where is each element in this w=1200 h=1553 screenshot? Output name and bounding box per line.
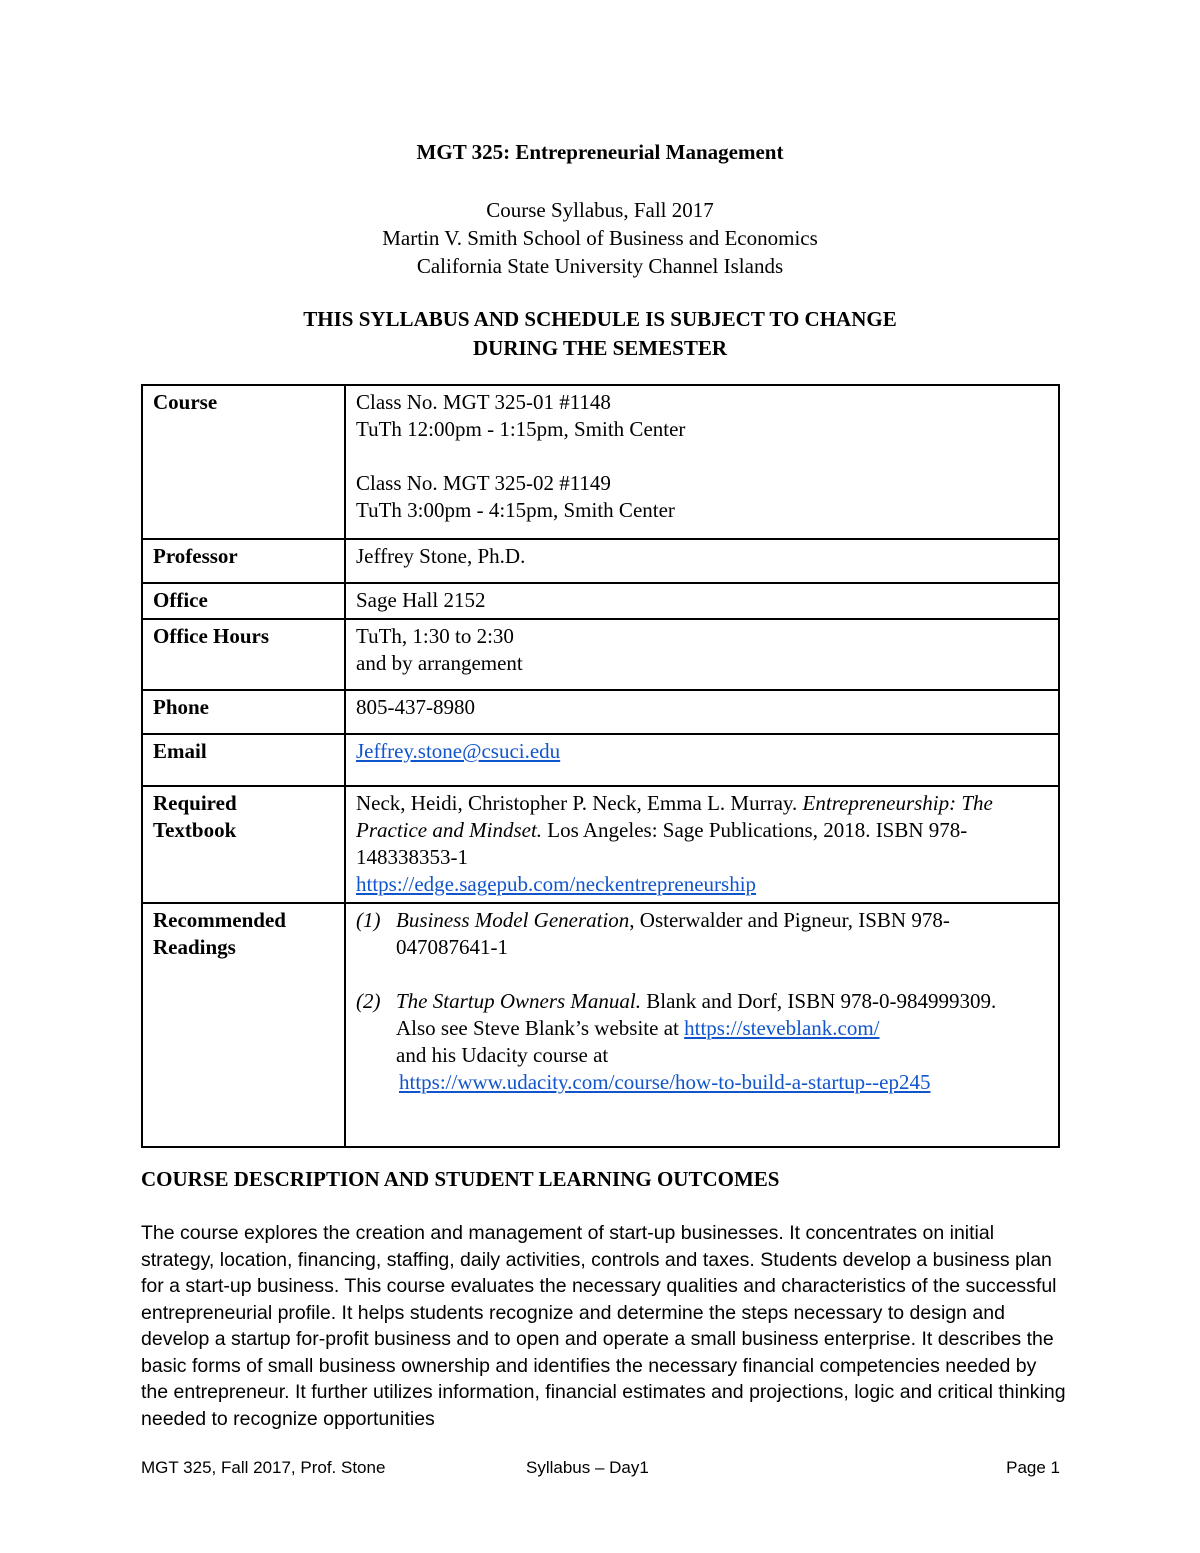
row-phone [142, 690, 1059, 734]
document-title: MGT 325: Entrepreneurial Management [416, 140, 784, 164]
row-office-hours [142, 619, 1059, 690]
value-professor: Jeffrey Stone, Ph.D. [345, 539, 1059, 583]
reading-item-2-rest: Blank and Dorf, ISBN 978-0-984999309. [641, 989, 997, 1013]
subtitle-semester: Course Syllabus, Fall 2017 [486, 198, 714, 222]
label-office: Office [142, 583, 345, 619]
label-readings-line-1: Recommended [153, 908, 286, 932]
reading-item-2-number: (2) [356, 989, 381, 1013]
course-description: The course explores the creation and management of start-up businesses. It concentrates on initial strategy, location, financing, staffing, daily activities, controls and taxes. Students develop a business plan for a start-up business. This course evaluates the necessary qualities and characteristics of the successful entrepreneurial profile. It helps students recognize and determine the steps necessary to design and develop a startup for-profit business and to open and operate a small business enterprise. It describes the basic forms of small business ownership and identifies the necessary financial competencies needed by the entrepreneur. It further utilizes information, financial estimates and projections, logic and critical thinking needed to recognize opportunities [141, 1222, 1066, 1430]
email-link[interactable]: Jeffrey.stone@csuci.edu [356, 739, 561, 763]
course-section-2-time: TuTh 3:00pm - 4:15pm, Smith Center [356, 498, 675, 522]
row-email [142, 734, 1059, 786]
label-email: Email [142, 734, 345, 786]
value-email [345, 734, 1059, 786]
footer-page-number: Page 1 [1006, 1458, 1060, 1477]
subtitle-school: Martin V. Smith School of Business and Economics [382, 226, 818, 250]
office-hours-note: and by arrangement [356, 651, 523, 675]
reading-item-1-number: (1) [356, 908, 381, 932]
value-textbook [345, 786, 1059, 903]
footer-course: MGT 325, Fall 2017, Prof. Stone [141, 1458, 386, 1477]
row-textbook [142, 786, 1059, 903]
textbook-authors: Neck, Heidi, Christopher P. Neck, Emma L. Murray. [356, 791, 803, 815]
steve-blank-note [396, 1015, 1048, 1042]
reading-item-1-rest: , Osterwalder and Pigneur, ISBN 978-047087641-1 [396, 908, 950, 959]
course-section-1-number: Class No. MGT 325-01 #1148 [356, 390, 611, 414]
value-phone: 805-437-8980 [345, 690, 1059, 734]
label-office-hours: Office Hours [142, 619, 345, 690]
row-office [142, 583, 1059, 619]
course-info-table [141, 384, 1060, 1148]
label-readings-line-2: Readings [153, 935, 236, 959]
course-section-2-number: Class No. MGT 325-02 #1149 [356, 471, 611, 495]
value-readings [345, 903, 1059, 1147]
label-course: Course [142, 385, 345, 539]
reading-item-2-title: The Startup Owners Manual. [396, 989, 642, 1013]
textbook-link[interactable]: https://edge.sagepub.com/neckentrepreneurship [356, 872, 757, 896]
reading-item-1-title: Business Model Generation [396, 908, 630, 932]
label-textbook-line-2: Textbook [153, 818, 237, 842]
row-professor [142, 539, 1059, 583]
textbook-publisher: Los Angeles: Sage Publications, 2018. ISBN 978-148338353-1 [356, 818, 968, 869]
reading-item-1 [356, 907, 1048, 961]
value-office-hours [345, 619, 1059, 690]
textbook-citation [356, 790, 1048, 871]
spacer [356, 443, 1048, 470]
udacity-note: and his Udacity course at [396, 1043, 609, 1067]
row-readings [142, 903, 1059, 1147]
page-footer [141, 1458, 1060, 1484]
reading-item-2-text [396, 988, 1048, 1096]
label-phone: Phone [142, 690, 345, 734]
subtitle-university: California State University Channel Islands [416, 254, 784, 278]
course-section-1-time: TuTh 12:00pm - 1:15pm, Smith Center [356, 417, 686, 441]
label-textbook-line-1: Required [153, 791, 237, 815]
label-professor: Professor [142, 539, 345, 583]
value-office: Sage Hall 2152 [345, 583, 1059, 619]
textbook-title: Entrepreneurship: The Practice and Mindset. [356, 791, 993, 842]
steve-blank-link[interactable]: https://steveblank.com/ [684, 1016, 880, 1040]
row-course [142, 385, 1059, 539]
footer-doc: Syllabus – Day1 [526, 1458, 649, 1477]
reading-item-1-text [396, 907, 1048, 961]
change-notice [0, 305, 1200, 363]
office-hours-days: TuTh, 1:30 to 2:30 [356, 624, 514, 648]
label-readings [142, 903, 345, 1147]
value-course [345, 385, 1059, 539]
udacity-link[interactable]: https://www.udacity.com/course/how-to-build-a-startup--ep245 [399, 1070, 931, 1094]
document-subtitle [0, 196, 1200, 280]
label-textbook [142, 786, 345, 903]
change-notice-line-1: THIS SYLLABUS AND SCHEDULE IS SUBJECT TO CHANGE [303, 307, 897, 331]
spacer [356, 961, 1048, 988]
change-notice-line-2: DURING THE SEMESTER [472, 336, 727, 360]
steve-blank-see: Also see Steve Blank’s website at [396, 1016, 685, 1040]
reading-item-2 [356, 988, 1048, 1096]
section-heading: COURSE DESCRIPTION AND STUDENT LEARNING OUTCOMES [141, 1167, 780, 1191]
